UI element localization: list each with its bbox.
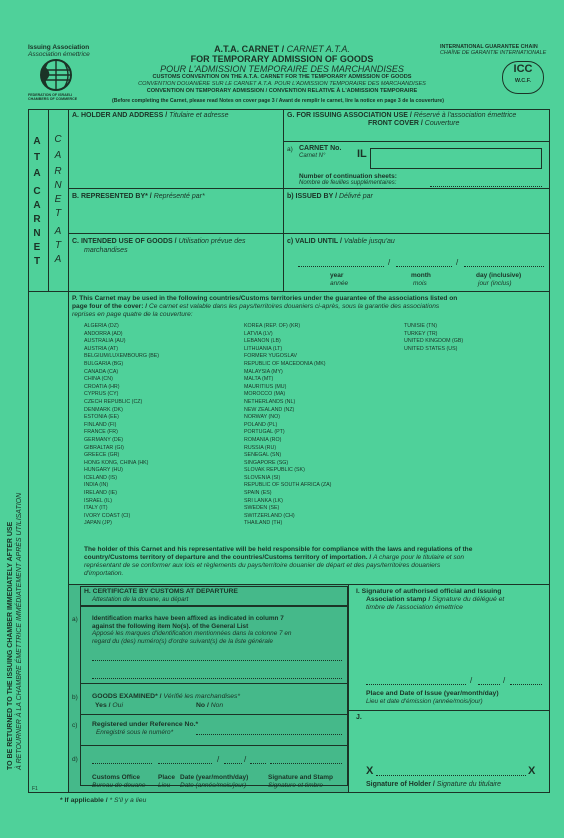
icc-text: ICC [513, 63, 533, 75]
h-item-d: d) [72, 756, 78, 763]
box-p-line3-fr: reprises en page quatre de la couverture: [72, 311, 193, 318]
side-letter: T [54, 240, 62, 251]
box-g-label [287, 112, 516, 120]
responsibility-notice [84, 546, 472, 578]
identification-line1-fr: Apposé les marques d'identification mentionnées dans la colonne 7 en [92, 630, 292, 638]
date-day-field[interactable] [250, 763, 266, 764]
date-slash: / [503, 676, 506, 685]
identification-items-field[interactable] [92, 660, 342, 661]
side-letter: E [33, 242, 41, 253]
responsibility-line3-fr: représentant de se conformer aux lois et règlements du pays/territoire douanier de départ et des pays/territoires douaniers [84, 562, 441, 569]
no-en: No / [196, 702, 211, 709]
box-g-label-en: G. FOR ISSUING ASSOCIATION USE / [287, 112, 414, 119]
return-instruction-en: TO BE RETURNED TO THE ISSUING CHAMBER IMMEDIATELY AFTER USE [7, 521, 14, 770]
form-code: F1 [32, 786, 38, 792]
side-letter: N [33, 228, 41, 239]
country-list-col3: TUNISIE (TN) TURKEY (TR) UNITED KINGDOM (GB) UNITED STATES (US) [404, 323, 464, 352]
front-cover-label [368, 120, 459, 128]
box-i-line2-en: Association stamp / [366, 596, 433, 603]
day-label-fr: jour (inclus) [478, 280, 512, 287]
return-instruction [6, 493, 24, 770]
continuation-sheets-field[interactable] [430, 186, 542, 187]
responsibility-line1: The holder of this Carnet and his representative will be held responsible for compliance with the laws and regulations of the [84, 546, 473, 553]
side-letter: C [54, 134, 62, 145]
side-letter: C [33, 186, 41, 197]
valid-until-fr: Valable jusqu'au [343, 238, 395, 245]
title-line1 [100, 44, 464, 54]
convention-line1: CUSTOMS CONVENTION ON THE A.T.A. CARNET FOR THE TEMPORARY ADMISSION OF GOODS [152, 74, 412, 80]
logo-caption-line1: FEDERATION OF ISRAELI [28, 93, 73, 97]
box-a-label-fr: Titulaire et adresse [169, 112, 229, 119]
box-b-label [72, 193, 205, 201]
customs-office-label-fr: Bureau de douane [92, 782, 146, 789]
carnet-number-field[interactable] [370, 148, 542, 169]
yes-option[interactable] [95, 702, 123, 710]
front-cover-en: FRONT COVER / [368, 120, 425, 127]
wcf-text: W.C.F. [514, 78, 532, 84]
date-label: Date (year/month/day) [180, 774, 249, 781]
issue-month-field[interactable] [478, 684, 500, 685]
reference-no-field[interactable] [196, 734, 342, 735]
side-letter: T [33, 256, 41, 267]
box-i-line1: I. Signature of authorised official and Issuing [356, 588, 502, 595]
side-letter: A [54, 150, 62, 161]
place-label-fr: Lieu [158, 782, 171, 789]
title-line2: FOR TEMPORARY ADMISSION OF GOODS [190, 54, 374, 64]
date-month-field[interactable] [224, 763, 242, 764]
responsibility-line2-en: country/Customs territory of departure and the countries/Customs territory of importation. / [84, 554, 374, 561]
responsibility-line4-fr: d'importation. [84, 570, 124, 577]
box-p-line2-fr: Ce carnet est valable dans les pays/territoires douaniers ci-après, sous la garantie des associations [148, 303, 440, 310]
date-slash: / [244, 755, 247, 764]
box-c-label-en: C. INTENDED USE OF GOODS / [72, 238, 179, 245]
carnet-prefix: IL [357, 148, 367, 160]
continuation-sheets-label-fr: Nombre de feuilles supplémentaires: [299, 180, 397, 186]
side-letter: T [33, 152, 41, 163]
date-slash: / [470, 676, 473, 685]
no-fr: Non [210, 702, 224, 709]
h-item-c: c) [72, 722, 78, 729]
icc-wcf-logo-icon [502, 61, 544, 94]
box-h-label-fr: Attestation de la douane, au départ [92, 596, 189, 603]
box-c-label-fr: Utilisation prévue des [178, 238, 246, 245]
front-cover-fr: Couverture [424, 120, 460, 127]
box-g-label-fr: Réservé à l'association émettrice [413, 112, 517, 119]
logo-caption [28, 93, 77, 101]
yes-fr: Oui [112, 702, 123, 709]
valid-year-field[interactable] [298, 266, 384, 267]
box-p-line1: P. This Carnet may be used in the following countries/Customs territories under the guarantee of the associations listed on [72, 295, 458, 302]
title-en: A.T.A. CARNET / [214, 44, 287, 54]
box-a-label-en: A. HOLDER AND ADDRESS / [72, 112, 170, 119]
signature-x-right: X [528, 765, 536, 777]
month-label-fr: mois [413, 280, 427, 287]
box-j-label: J. [356, 714, 362, 721]
side-letter: R [54, 166, 62, 177]
identification-items-field-2[interactable] [92, 678, 342, 679]
side-letter: A [54, 254, 62, 265]
box-i-line2-fr: Signature du délégué et [432, 596, 505, 603]
country-list-col2: KOREA (REP. OF) (KR) LATVIA (LV) LEBANON (LB) LITHUANIA (LT) FORMER YUGOSLAV REPUBLIC OF MACEDONIA (MK) MALAYSIA (MY) MALTA (MT) MAURITIUS (MU) MOROCCO (MA) NETHERLANDS (NL) NEW ZEALAND (NZ) NORWAY (NO) POLAND (PL) PORTUGAL (PT) ROMANIA (RO) RUSSIA (RU) SENEGAL (SN) SINGAPORE (SG) SLOVAK REPUBLIC (SK) SLOVENIA (SI) REPUBLIC OF SOUTH AFRICA (ZA) SPAIN (ES) SRI LANKA (LK) SWEDEN (SE) SWITZERLAND (CH) THAILAND (TH) [244, 323, 332, 527]
side-letter: T [54, 208, 62, 219]
header-note: (Before completing the Carnet, please read Notes on cover page 3 / Avant de remplir le carnet, lire la notice en page 3 de la couverture) [112, 98, 445, 104]
box-c-label [72, 238, 246, 246]
issue-place-date-label-fr: Lieu et date d'émission (année/mois/jour) [366, 698, 483, 705]
issued-by-label [287, 193, 373, 201]
box-b-label-en: B. REPRESENTED BY* / [72, 193, 154, 200]
signature-x-left: X [366, 765, 374, 777]
issue-day-field[interactable] [510, 684, 542, 685]
side-letter: A [33, 136, 41, 147]
goods-examined-en: GOODS EXAMINED* / [92, 693, 164, 700]
side-letter: A [54, 226, 62, 237]
footer-note-fr: * S'il y a lieu [109, 797, 147, 804]
guarantee-chain-label: INTERNATIONAL GUARANTEE CHAIN [440, 44, 538, 50]
carnet-no-label-fr: Carnet N° [299, 153, 326, 159]
header-titles [100, 44, 464, 95]
footer-note-en: * If applicable / [60, 797, 110, 804]
box-p-intro [72, 295, 457, 319]
country-list-col1: ALGERIA (DZ) ANDORRA (AD) AUSTRALIA (AU) AUSTRIA (AT) BELGIUM/LUXEMBOURG (BE) BULGARIA (BG) CANADA (CA) CHINA (CN) CROATIA (HR) CYPRUS (CY) CZECH REPUBLIC (CZ) DENMARK (DK) ESTONIA (EE) FINLAND (FI) FRANCE (FR) GERMANY (DE) GIBRALTAR (GI) GREECE (GR) HONG KONG, CHINA (HK) HUNGARY (HU) ICELAND (IS) INDIA (IN) IRELAND (IE) ISRAEL (IL) ITALY (IT) IVORY COAST (CI) JAPAN (JP) [84, 323, 160, 527]
valid-until-en: c) VALID UNTIL / [287, 238, 344, 245]
holder-signature-en: Signature of Holder / [366, 781, 437, 788]
globe-logo-icon [34, 58, 78, 92]
responsibility-line2-fr: A charge pour le titulaire et son [373, 554, 465, 561]
signature-stamp-label-fr: Signature et timbre [268, 782, 323, 789]
reference-no-label-fr: Enregistré sous le numéro* [96, 729, 174, 736]
place-label: Place [158, 774, 175, 781]
side-letter: N [54, 180, 62, 191]
box-b-label-fr: Représenté par* [153, 193, 205, 200]
side-letter: R [33, 214, 41, 225]
box-p-line2-en: page four of the cover: / [72, 303, 149, 310]
date-label-fr: Date (année/mois/jour) [180, 782, 247, 789]
customs-office-field[interactable] [92, 763, 152, 764]
continuation-sheets-label: Number of continuation sheets: [299, 173, 397, 180]
holder-signature-fr: Signature du titulaire [436, 781, 502, 788]
title-fr: CARNET A.T.A. [286, 44, 350, 54]
goods-examined-fr: Vérifié les marchandises* [163, 693, 241, 700]
date-slash: / [456, 258, 459, 267]
g-item-a: a) [287, 146, 293, 153]
reference-no-label: Registered under Reference No.* [92, 721, 199, 728]
title-line3: POUR L'ADMISSION TEMPORAIRE DES MARCHANDISES [160, 64, 404, 74]
footer-note [60, 797, 146, 805]
identification-line2: against the following item No(s). of the General List [92, 622, 249, 630]
convention-line3: CONVENTION ON TEMPORARY ADMISSION / CONVENTION RELATIVE À L'ADMISSION TEMPORAIRE [146, 88, 418, 94]
issuing-association-label-fr: Association émettrice [28, 51, 90, 58]
date-slash: / [388, 258, 391, 267]
side-letter: A [33, 168, 41, 179]
return-instruction-fr: À RETOURNER À LA CHAMBRE ÉMETTRICE IMMÉDIATEMENT APRÈS UTILISATION [16, 492, 23, 770]
issuing-association-label: Issuing Association [28, 44, 90, 51]
customs-office-label: Customs Office [92, 774, 141, 781]
issue-place-field[interactable] [366, 684, 466, 685]
box-c-label-fr2: marchandises [84, 247, 128, 254]
logo-caption-line2: CHAMBERS OF COMMERCE [28, 97, 78, 102]
box-h-label: H. CERTIFICATE BY CUSTOMS AT DEPARTURE [84, 588, 238, 595]
year-label: year [330, 272, 344, 279]
day-label: day (inclusive) [476, 272, 522, 279]
month-label: month [411, 272, 431, 279]
issue-place-date-label: Place and Date of Issue (year/month/day) [366, 690, 499, 697]
no-option[interactable] [196, 702, 223, 710]
date-slash: / [217, 755, 220, 764]
box-i-line3-fr: timbre de l'association émettrice [366, 604, 463, 611]
holder-signature-label [366, 781, 501, 789]
identification-marks-text [92, 615, 291, 645]
carnet-no-label: CARNET No. [299, 145, 342, 152]
place-field[interactable] [158, 763, 212, 764]
convention-line2: CONVENTION DOUANIÈRE SUR LE CARNET A.T.A. POUR L'ADMISSION TEMPORAIRE DES MARCHANDISES [138, 81, 426, 87]
side-letter: A [33, 200, 41, 211]
valid-day-field[interactable] [464, 266, 544, 267]
guarantee-chain-label-fr: CHAÎNE DE GARANTIE INTERNATIONALE [440, 50, 547, 56]
signature-stamp-field[interactable] [270, 763, 342, 764]
valid-month-field[interactable] [396, 266, 452, 267]
side-letter: E [54, 194, 62, 205]
box-i-label [356, 588, 504, 612]
identification-line2-fr: regard du (des) numéro(s) d'ordre suivant(s) de la liste générale [92, 637, 273, 645]
identification-line1: Identification marks have been affixed as indicated in column 7 [92, 615, 284, 622]
issued-by-en: b) ISSUED BY / [287, 193, 339, 200]
h-item-b: b) [72, 694, 78, 701]
signature-stamp-label: Signature and Stamp [268, 774, 334, 781]
goods-examined-label [92, 693, 240, 701]
year-label-fr: année [330, 280, 349, 287]
holder-signature-field[interactable] [376, 775, 526, 776]
valid-until-label [287, 238, 395, 246]
issued-by-fr: Délivré par [339, 193, 373, 200]
yes-en: Yes / [95, 702, 113, 709]
h-item-a: a) [72, 616, 78, 623]
box-a-label [72, 112, 229, 120]
